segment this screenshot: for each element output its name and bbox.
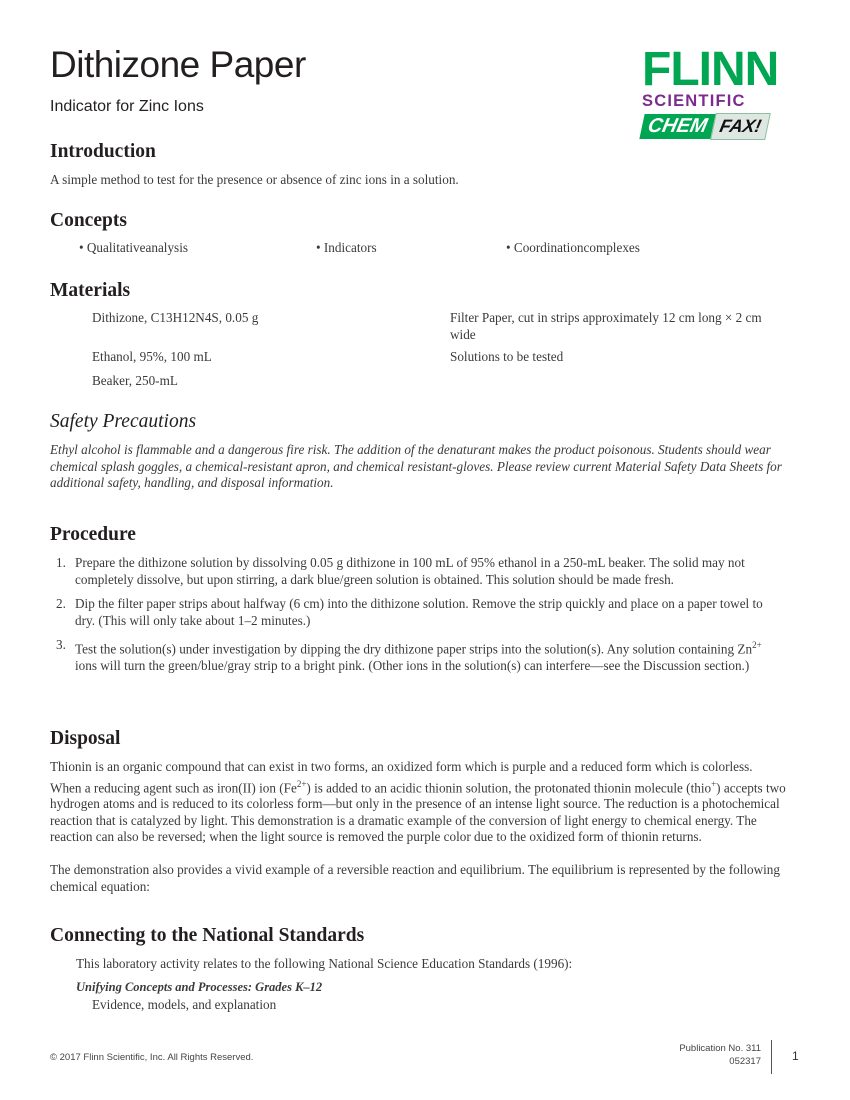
standards-heading: Connecting to the National Standards [50, 925, 365, 946]
material-item: Dithizone, C13H12N4S, 0.05 g [92, 310, 259, 325]
standards-item: Evidence, models, and explanation [92, 997, 277, 1012]
step-text: Prepare the dithizone solution by dissolving 0.05 g dithizone in 100 mL of 95% ethanol in a 250-mL beaker. The solid may not completely dissolve, but upon stirring, a dark blue/green solution is obtained. This solution should be made fresh. [75, 555, 745, 587]
concepts-heading: Concepts [50, 210, 127, 231]
material-item: Beaker, 250-mL [92, 373, 178, 388]
superscript: + [711, 778, 717, 789]
page-subtitle: Indicator for Zinc Ions [50, 98, 204, 115]
introduction-text: A simple method to test for the presence or absence of zinc ions in a solution. [50, 172, 459, 187]
procedure-heading: Procedure [50, 524, 136, 545]
material-item: Filter Paper, cut in strips approximately 12 cm long × 2 cm wide [450, 310, 762, 342]
publication-code: 052317 [729, 1056, 761, 1067]
safety-text: Ethyl alcohol is flammable and a dangerous fire risk. The addition of the denaturant makes the product poisonous. Students should wear chemical splash goggles, a chemical-resistant apron, and chemical resistant-gloves. Please review current Material Safety Data Sheets for additional safety, handling, and disposal information. [50, 442, 782, 490]
procedure-step [50, 555, 780, 588]
footer-divider [771, 1040, 772, 1074]
logo-flinn: FLINN [642, 43, 779, 96]
superscript: 2+ [752, 640, 762, 650]
logo-chem: CHEM [639, 114, 715, 139]
step-text: Test the solution(s) under investigation by dipping the dry dithizone paper strips into the solution(s). Any solution containing Zn [75, 641, 753, 657]
material-item: Solutions to be tested [450, 349, 564, 364]
flinn-logo [642, 43, 802, 152]
disposal-paragraph-2: The demonstration also provides a vivid example of a reversible reaction and equilibrium. The equilibrium is represented by the following chemical equation: [50, 862, 780, 894]
concept-item-2: • Indicators [316, 240, 377, 255]
logo-scientific: SCIENTIFIC [642, 92, 746, 110]
disposal-paragraph-1 [50, 759, 786, 846]
procedure-list [50, 555, 780, 682]
step-number: 3. [56, 637, 66, 652]
procedure-step [50, 637, 780, 674]
page-title: Dithizone Paper [50, 44, 306, 85]
concept-item-1: • Qualitativeanalysis [79, 240, 188, 255]
standards-intro: This laboratory activity relates to the following National Science Education Standards (1996): [76, 956, 573, 971]
text-run: ) is added to an acidic thionin solution, the protonated thionin molecule (thio [306, 779, 712, 795]
logo-chemfax [639, 113, 805, 140]
footer-copyright: © 2017 Flinn Scientific, Inc. All Rights Reserved. [50, 1052, 254, 1063]
standards-subheading: Unifying Concepts and Processes: Grades K–12 [76, 980, 323, 994]
superscript: 2+ [296, 778, 307, 789]
step-number: 1. [56, 555, 66, 570]
step-text: ions will turn the green/blue/gray strip to a bright pink. (Other ions in the solution(s) can interfere—see the Discussion section.) [75, 657, 750, 673]
step-number: 2. [56, 596, 66, 611]
footer-publication [679, 1042, 761, 1068]
safety-heading: Safety Precautions [50, 411, 197, 432]
text-run: ) accepts two hydrogen atoms and is reduced to its colorless form—but only in the presence of an intense light source. The reduction is a photochemical reaction that is catalyzed by light. This demonstration is a dramatic example of the conversion of light energy to chemical energy. The reaction can also be reversed; when the light source is removed the purple color due to the oxidized form of thionin returns. [50, 779, 786, 845]
page-number: 1 [792, 1049, 799, 1063]
introduction-heading: Introduction [50, 141, 156, 162]
publication-number: Publication No. 311 [679, 1043, 761, 1054]
text-run: Thionin is an organic compound that can exist in two forms, an oxidized form which is purple and a reduced form which is colorless. When a reducing agent such as iron(II) ion (Fe [50, 759, 753, 795]
material-item: Ethanol, 95%, 100 mL [92, 349, 212, 364]
logo-fax: FAX! [710, 113, 771, 140]
step-text: Dip the filter paper strips about halfway (6 cm) into the dithizone solution. Remove the strip quickly and place on a paper towel to dry. (This will only take about 1–2 minutes.) [75, 596, 763, 628]
disposal-heading: Disposal [50, 728, 121, 749]
concept-item-3: • Coordinationcomplexes [506, 240, 640, 255]
procedure-step [50, 596, 780, 629]
materials-heading: Materials [50, 280, 131, 301]
